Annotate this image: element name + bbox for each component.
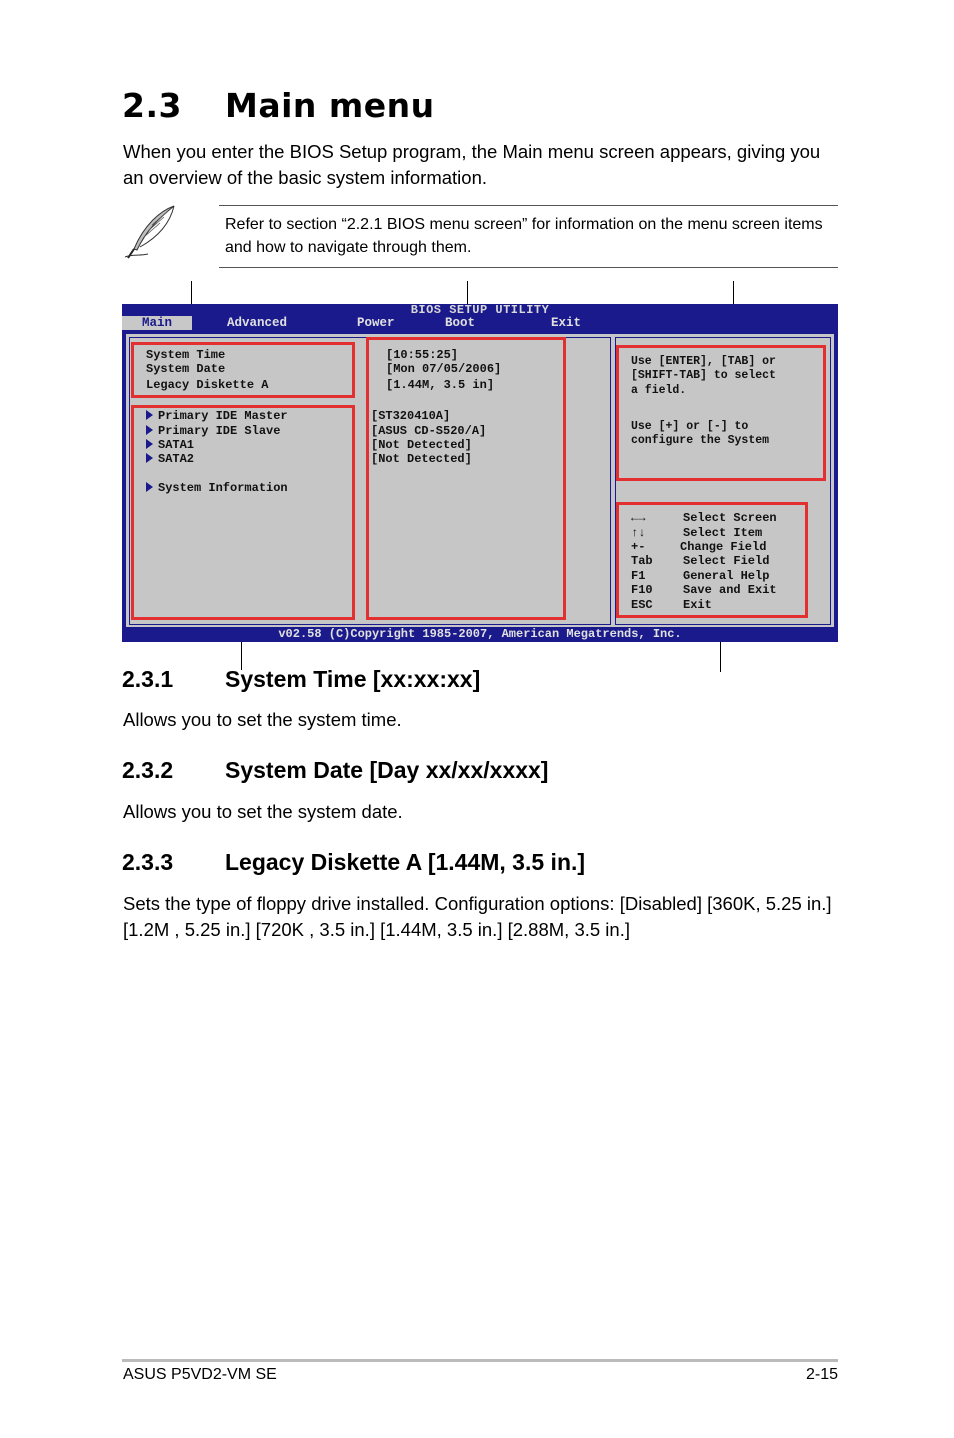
key-action: Change Field [680, 540, 767, 554]
item-primary-ide-master[interactable]: Primary IDE Master [146, 409, 288, 424]
help-line: Use [+] or [-] to [631, 420, 749, 433]
callout-box [131, 342, 355, 398]
subsection-body: Sets the type of floppy drive installed. Configuration options: [Disabled] [360K, 5.25 in.] [1.2M , 5.25 in.] [720K , 3.5 in.] [1.44M, 3.5 in.] [2.88M, 3.5 in.] [123, 893, 832, 940]
feather-pen-icon [122, 203, 182, 261]
value-sata2: [Not Detected] [371, 452, 472, 466]
menu-advanced[interactable]: Advanced [227, 316, 288, 330]
bios-copyright: v02.58 (C)Copyright 1985-2007, American Megatrends, Inc. [278, 627, 682, 641]
bios-screenshot [122, 304, 838, 642]
bios-title: BIOS SETUP UTILITY [410, 303, 550, 317]
key-action: Save and Exit [683, 583, 777, 597]
subsection-heading: 2.3.3 Legacy Diskette A [1.44M, 3.5 in.] [122, 849, 586, 875]
item-system-information[interactable]: System Information [146, 481, 288, 496]
key-action: Select Screen [683, 511, 777, 525]
bios-menu-bar [122, 316, 838, 330]
footer-product: ASUS P5VD2-VM SE [123, 1366, 277, 1383]
footer-rule [122, 1359, 838, 1362]
callout-box [131, 405, 355, 620]
key-action: General Help [683, 569, 770, 583]
note-top-rule [219, 205, 838, 206]
note-bottom-rule [219, 267, 838, 268]
key-up-down-icon: ↑↓ [631, 526, 646, 540]
key-action: Exit [683, 598, 712, 612]
page-title [122, 86, 435, 125]
callout-box [616, 345, 826, 481]
item-legacy-diskette[interactable]: Legacy Diskette A [146, 378, 269, 392]
item-system-date[interactable]: System Date [146, 362, 226, 376]
subsection-heading: 2.3.2 System Date [Day xx/xx/xxxx] [122, 757, 549, 783]
key-label: F1 [631, 569, 646, 583]
menu-exit[interactable]: Exit [551, 316, 582, 330]
menu-boot[interactable]: Boot [445, 316, 476, 330]
key-action: Select Field [683, 554, 770, 568]
key-label: F10 [631, 583, 653, 597]
help-line: [SHIFT-TAB] to select [631, 369, 776, 382]
help-line: configure the System [631, 434, 770, 447]
subsection-heading: 2.3.1 System Time [xx:xx:xx] [122, 666, 481, 692]
section-number: 2.3 [122, 86, 182, 125]
menu-main[interactable]: Main [122, 316, 192, 330]
value-primary-ide-slave: [ASUS CD-S520/A] [371, 424, 487, 438]
help-line: Use [ENTER], [TAB] or [631, 355, 776, 368]
callout-box [616, 502, 808, 618]
value-sata1: [Not Detected] [371, 438, 472, 452]
key-plus-minus-icon: +- [631, 540, 646, 554]
help-line: a field. [631, 384, 687, 397]
key-action: Select Item [683, 526, 763, 540]
key-left-right-icon: ←→ [631, 511, 646, 525]
item-primary-ide-slave[interactable]: Primary IDE Slave [146, 424, 280, 439]
menu-power[interactable]: Power [357, 316, 395, 330]
section-title: Main menu [225, 86, 435, 125]
key-label: ESC [631, 598, 653, 612]
callout-box [366, 337, 566, 620]
subsection-body: Allows you to set the system time. [123, 709, 402, 730]
note-text: Refer to section “2.2.1 BIOS menu screen” for information on the menu screen items and how to navigate through them. [225, 216, 823, 256]
value-system-date[interactable]: [Mon 07/05/2006] [386, 362, 502, 376]
page-number: 2-15 [805, 1366, 838, 1383]
value-legacy-diskette[interactable]: [1.44M, 3.5 in] [386, 378, 495, 392]
item-sata2[interactable]: SATA2 [146, 452, 194, 467]
subsection-body: Allows you to set the system date. [123, 801, 403, 822]
intro-paragraph: When you enter the BIOS Setup program, the Main menu screen appears, giving you an overview of the basic system information. [123, 141, 821, 188]
value-system-time[interactable]: [10:55:25] [386, 348, 459, 362]
item-system-time[interactable]: System Time [146, 348, 226, 362]
value-primary-ide-master: [ST320410A] [371, 409, 451, 423]
item-sata1[interactable]: SATA1 [146, 438, 194, 453]
key-label: Tab [631, 554, 653, 568]
